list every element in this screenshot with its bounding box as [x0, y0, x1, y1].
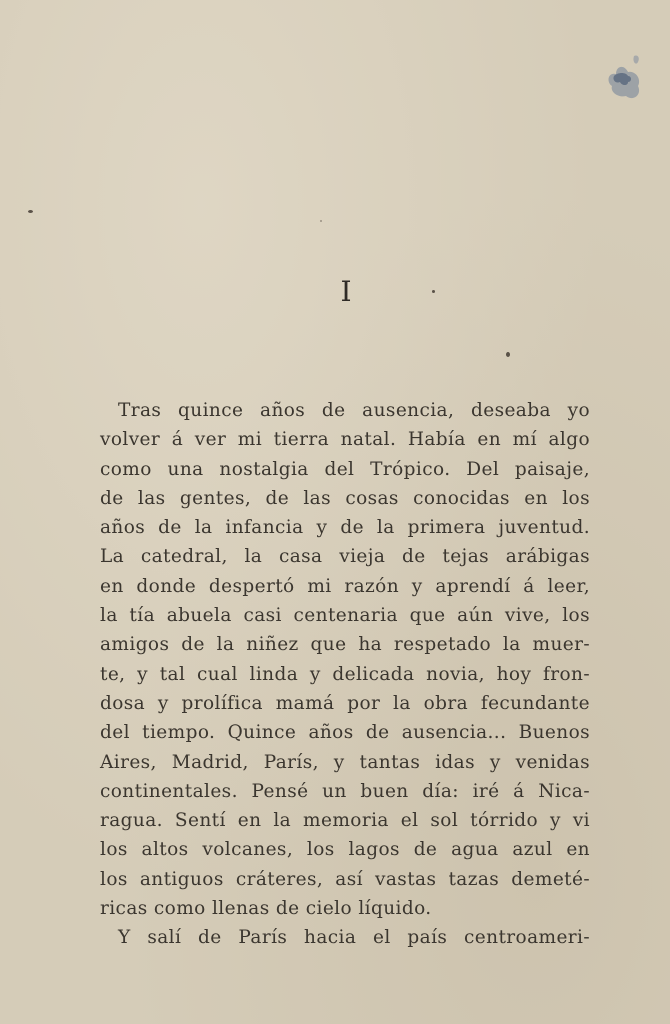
paper-speck: [28, 210, 33, 213]
text-line: amigos de la niñez que ha respetado la muer-: [100, 634, 590, 656]
body-text: [100, 396, 590, 953]
text-line: Y salí de París hacia el país centroameri-: [118, 927, 590, 949]
text-line: Tras quince años de ausencia, deseaba yo: [118, 400, 590, 421]
text-line: la tía abuela casi centenaria que aún vive, los: [100, 605, 590, 627]
text-line: ricas como llenas de cielo líquido.: [100, 898, 432, 920]
text-line: de las gentes, de las cosas conocidas en los: [100, 487, 590, 509]
text-line: volver á ver mi tierra natal. Había en mí algo: [100, 429, 590, 451]
ink-stain-icon: [604, 52, 644, 112]
paper-speck: [320, 220, 322, 222]
text-line: dosa y prolífica mamá por la obra fecundante: [100, 692, 590, 714]
text-line: años de la infancia y de la primera juventud.: [100, 517, 590, 539]
text-line: Aires, Madrid, París, y tantas idas y venidas: [100, 751, 590, 773]
text-line: los antiguos cráteres, así vastas tazas demeté-: [100, 868, 590, 890]
text-line: La catedral, la casa vieja de tejas arábigas: [100, 546, 590, 568]
text-line: te, y tal cual linda y delicada novia, hoy fron-: [100, 663, 590, 685]
text-line: del tiempo. Quince años de ausencia... Buenos: [100, 722, 590, 744]
text-line: continentales. Pensé un buen día: iré á Nica-: [100, 780, 590, 802]
text-line: como una nostalgia del Trópico. Del paisaje,: [100, 458, 590, 480]
text-line: los altos volcanes, los lagos de agua azul en: [100, 839, 590, 861]
text-line: ragua. Sentí en la memoria el sol tórrido y vi: [100, 810, 590, 832]
paper-speck: [506, 352, 510, 357]
text-line: en donde despertó mi razón y aprendí á leer,: [100, 575, 590, 597]
chapter-numeral: I: [340, 275, 352, 308]
